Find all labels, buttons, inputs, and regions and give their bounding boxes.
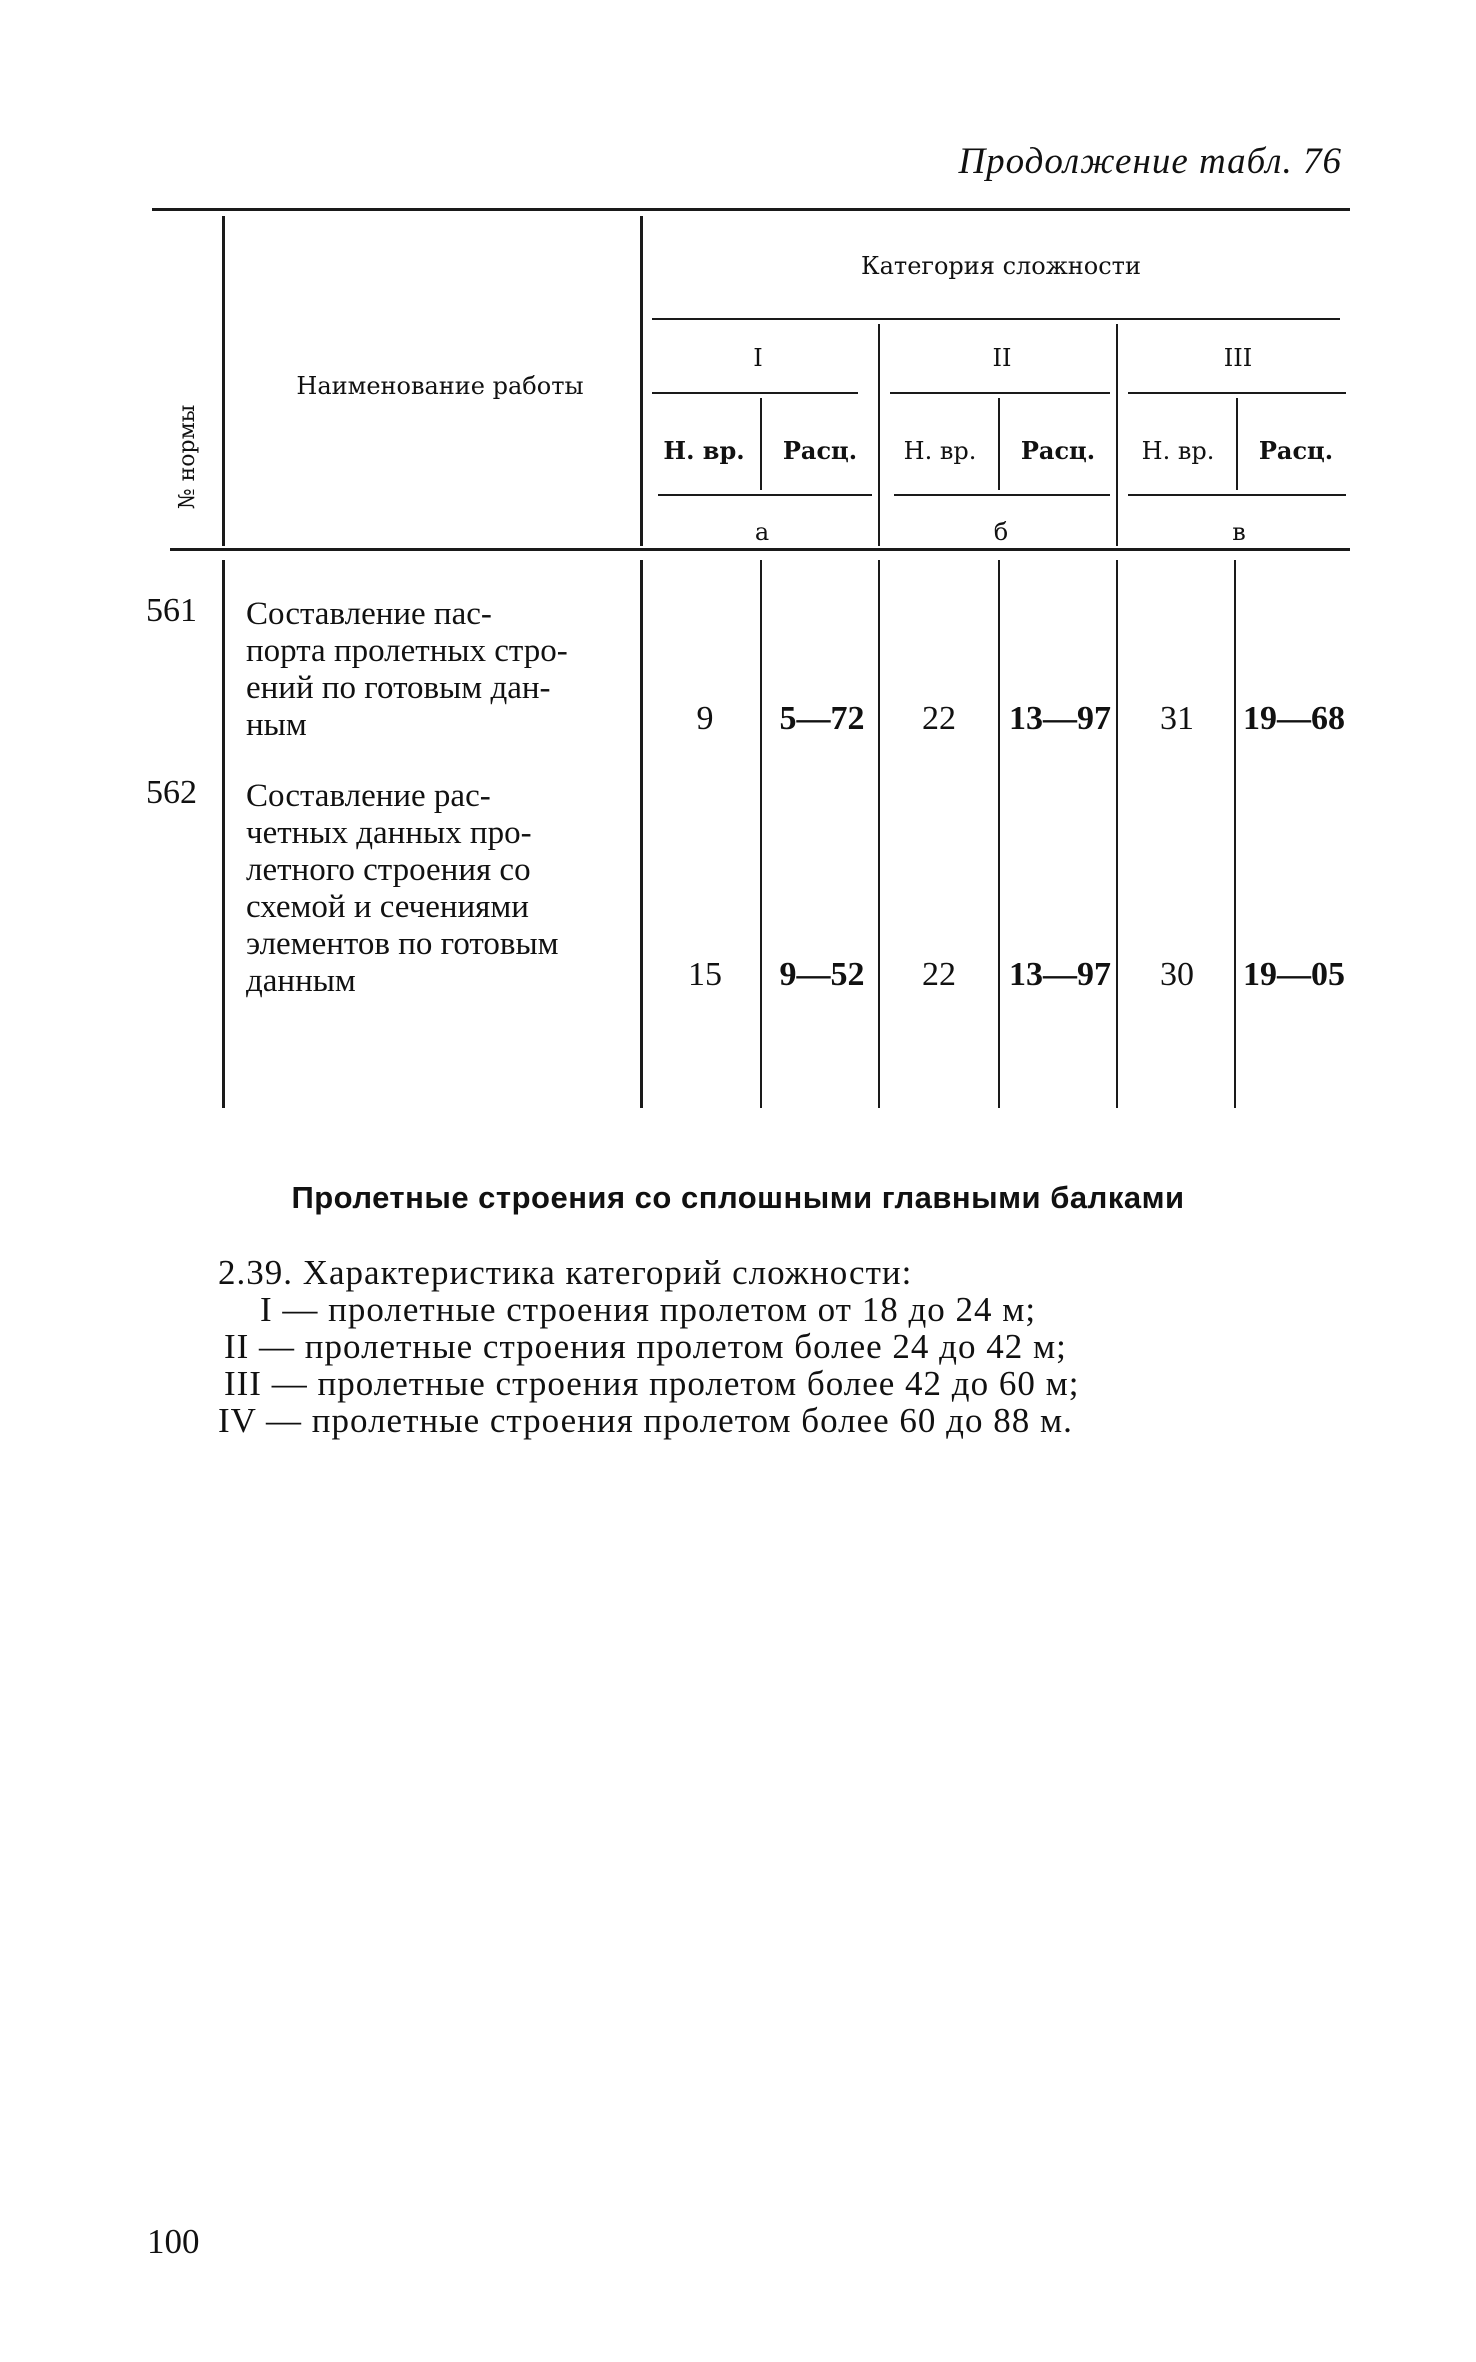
sub-ii-rule (894, 494, 1110, 496)
header-time-iii: Н. вр. (1141, 437, 1215, 465)
table-top-rule (152, 208, 1350, 211)
header-category-ii: II (992, 344, 1012, 372)
cat-i-rule (652, 392, 858, 394)
header-category-i: I (753, 344, 763, 372)
time-cat-i: 9 (696, 700, 714, 737)
body-divider-name (640, 560, 643, 1108)
category-item: II — пролетные строения пролетом более 24 до 42 м; (224, 1327, 1067, 1366)
header-time-i: Н. вр. (663, 436, 745, 465)
cat-ii-rule (890, 392, 1110, 394)
rate-cat-iii: 19—68 (1243, 700, 1345, 737)
rate-cat-iii: 19—05 (1243, 956, 1345, 993)
col-divider-name (640, 216, 643, 546)
rate-cat-ii: 13—97 (1009, 956, 1111, 993)
header-norm-number: № нормы (175, 404, 200, 510)
rate-cat-ii: 13—97 (1009, 700, 1111, 737)
header-letter-v: в (1232, 518, 1246, 546)
paragraph-lead: 2.39. Характеристика категорий сложности: (218, 1253, 913, 1292)
table-continuation-caption: Продолжение табл. 76 (958, 141, 1342, 182)
col-divider-cat2 (1116, 324, 1118, 546)
body-divider-1 (760, 560, 762, 1108)
complexity-rule (652, 318, 1340, 320)
sub-iii-rule (1128, 494, 1346, 496)
header-complexity: Категория сложности (861, 252, 1141, 280)
header-category-iii: III (1223, 344, 1253, 372)
body-divider-4 (1116, 560, 1118, 1108)
sub-divider-2 (998, 398, 1000, 490)
body-divider-3 (998, 560, 1000, 1108)
row-work-name: Составление рас- четных данных про- летного строения со схемой и сечениями элементов по готовым данным (246, 778, 559, 999)
body-divider-5 (1234, 560, 1236, 1108)
header-rate-iii: Расц. (1258, 436, 1334, 465)
row-number: 562 (146, 774, 197, 811)
category-item: I — пролетные строения пролетом от 18 до 24 м; (260, 1290, 1037, 1329)
rate-cat-i: 5—72 (779, 700, 865, 737)
header-rate-i: Расц. (782, 436, 858, 465)
header-letter-b: б (993, 518, 1009, 546)
time-cat-iii: 31 (1160, 700, 1194, 737)
section-title: Пролетные строения со сплошными главными балками (291, 1180, 1185, 1215)
time-cat-ii: 22 (922, 956, 956, 993)
col-divider-cat1 (878, 324, 880, 546)
category-item: IV — пролетные строения пролетом более 60 до 88 м. (218, 1401, 1073, 1440)
sub-divider-3 (1236, 398, 1238, 490)
row-work-name: Составление пас- порта пролетных стро- ений по готовым дан- ным (246, 596, 568, 743)
time-cat-iii: 30 (1160, 956, 1194, 993)
row-number: 561 (146, 592, 197, 629)
body-divider-2 (878, 560, 880, 1108)
sub-divider-1 (760, 398, 762, 490)
rate-cat-i: 9—52 (779, 956, 865, 993)
time-cat-ii: 22 (922, 700, 956, 737)
header-work-name: Наименование работы (296, 372, 584, 400)
cat-iii-rule (1128, 392, 1346, 394)
header-time-ii: Н. вр. (903, 437, 977, 465)
header-letter-a: а (754, 518, 770, 546)
category-item: III — пролетные строения пролетом более 42 до 60 м; (224, 1364, 1080, 1403)
header-rate-ii: Расц. (1020, 436, 1096, 465)
sub-i-rule (658, 494, 872, 496)
col-divider-no (222, 216, 225, 546)
table-head-bottom-rule (170, 548, 1350, 551)
page-number: 100 (147, 2222, 200, 2261)
body-divider-no (222, 560, 225, 1108)
time-cat-i: 15 (688, 956, 722, 993)
